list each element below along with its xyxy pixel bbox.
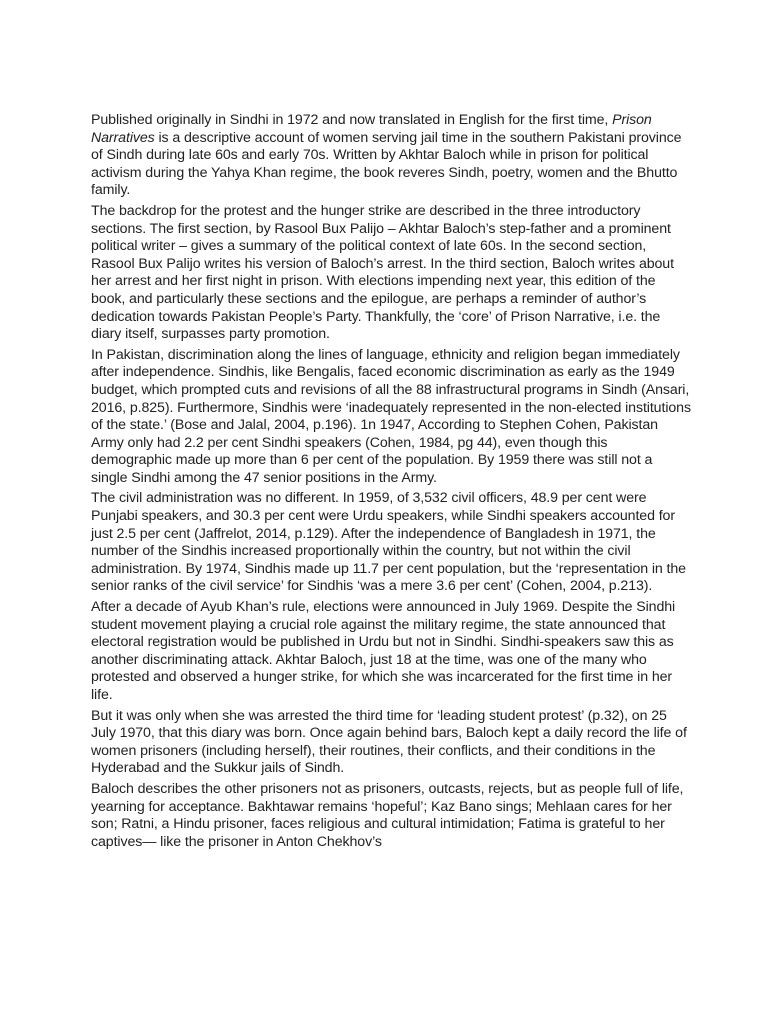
paragraph-prisoners: Baloch describes the other prisoners not as prisoners, outcasts, rejects, but as people full of life, yearning for acceptance. Bakhtawar remains ‘hopeful’; Kaz Bano sings; Mehlaan cares for her son; Ratni, a Hindu prisoner, faces religious and cultural intimidation; Fatima is grateful to her captives— like the prisoner in Anton Chekhov’s [91,780,684,850]
paragraph-backdrop: The backdrop for the protest and the hunger strike are described in the three introductory sections. The first section, by Rasool Bux Palijo – Akhtar Baloch’s step-father and a prominent political writer – gives a summary of the political context of late 60s. In the second section, Rasool Bux Palijo writes his version of Baloch’s arrest. In the third section, Baloch writes about her arrest and her first night in prison. With elections impending next year, this edition of the book, and particularly these sections and the epilogue, are perhaps a reminder of author’s dedication towards Pakistan People’s Party. Thankfully, the ‘core’ of Prison Narrative, i.e. the diary itself, surpasses party promotion. [91,202,674,343]
paragraph-intro-rest: is a descriptive account of women serving jail time in the southern Pakistani province of Sindh during late 60s and early 70s. Written by Akhtar Baloch while in prison for political activism during the Yahya Khan regime, the book reveres Sindh, poetry, women and the Bhutto family. [91,129,682,199]
paragraph-elections: After a decade of Ayub Khan’s rule, elections were announced in July 1969. Despite the Sindhi student movement playing a crucial role against the military regime, the state announced that electoral registration would be published in Urdu but not in Sindhi. Sindhi-speakers saw this as another discriminating attack. Akhtar Baloch, just 18 at the time, was one of the many who protested and observed a hunger strike, for which she was incarcerated for the first time in her life. [91,599,676,703]
paragraph-diary-origin: But it was only when she was arrested the third time for ‘leading student protest’ (p.32), on 25 July 1970, that this diary was born. Once again behind bars, Baloch kept a daily record the life of women prisoners (including herself), their routines, their conflicts, and their conditions in the Hyderabad and the Sukkur jails of Sindh. [91,707,687,777]
paragraph-intro-lead: Published originally in Sindhi in 1972 and now translated in English for the first time, [91,112,609,128]
paragraph-discrimination: In Pakistan, discrimination along the lines of language, ethnicity and religion began immediately after independence. Sindhis, like Bengalis, faced economic discrimination as early as the 1949 budget, which prompted cuts and revisions of all the 88 infrastructural programs in Sindh (Ansari, 2016, p.825). Furthermore, Sindhis were ‘inadequately represented in the non-elected institutions of the state.’ (Bose and Jalal, 2004, p.196). 1n 1947, According to Stephen Cohen, Pakistan Army only had 2.2 per cent Sindhi speakers (Cohen, 1984, pg 44), even though this demographic made up more than 6 per cent of the population. By 1959 there was still not a single Sindhi among the 47 senior positions in the Army. [91,346,691,486]
paragraph-civil-administration: The civil administration was no different. In 1959, of 3,532 civil officers, 48.9 per cent were Punjabi speakers, and 30.3 per cent were Urdu speakers, while Sindhi speakers accounted for just 2.5 per cent (Jaffrelot, 2014, p.129). After the independence of Bangladesh in 1971, the number of the Sindhis increased proportionally within the country, but not within the civil administration. By 1974, Sindhis made up 11.7 per cent population, but the ‘representation in the senior ranks of the civil service’ for Sindhis ‘was a mere 3.6 per cent’ (Cohen, 2004, p.213). [91,490,686,595]
book-title: Prison Narratives [91,112,652,146]
article-body [91,112,691,854]
paragraph-intro [91,112,691,200]
